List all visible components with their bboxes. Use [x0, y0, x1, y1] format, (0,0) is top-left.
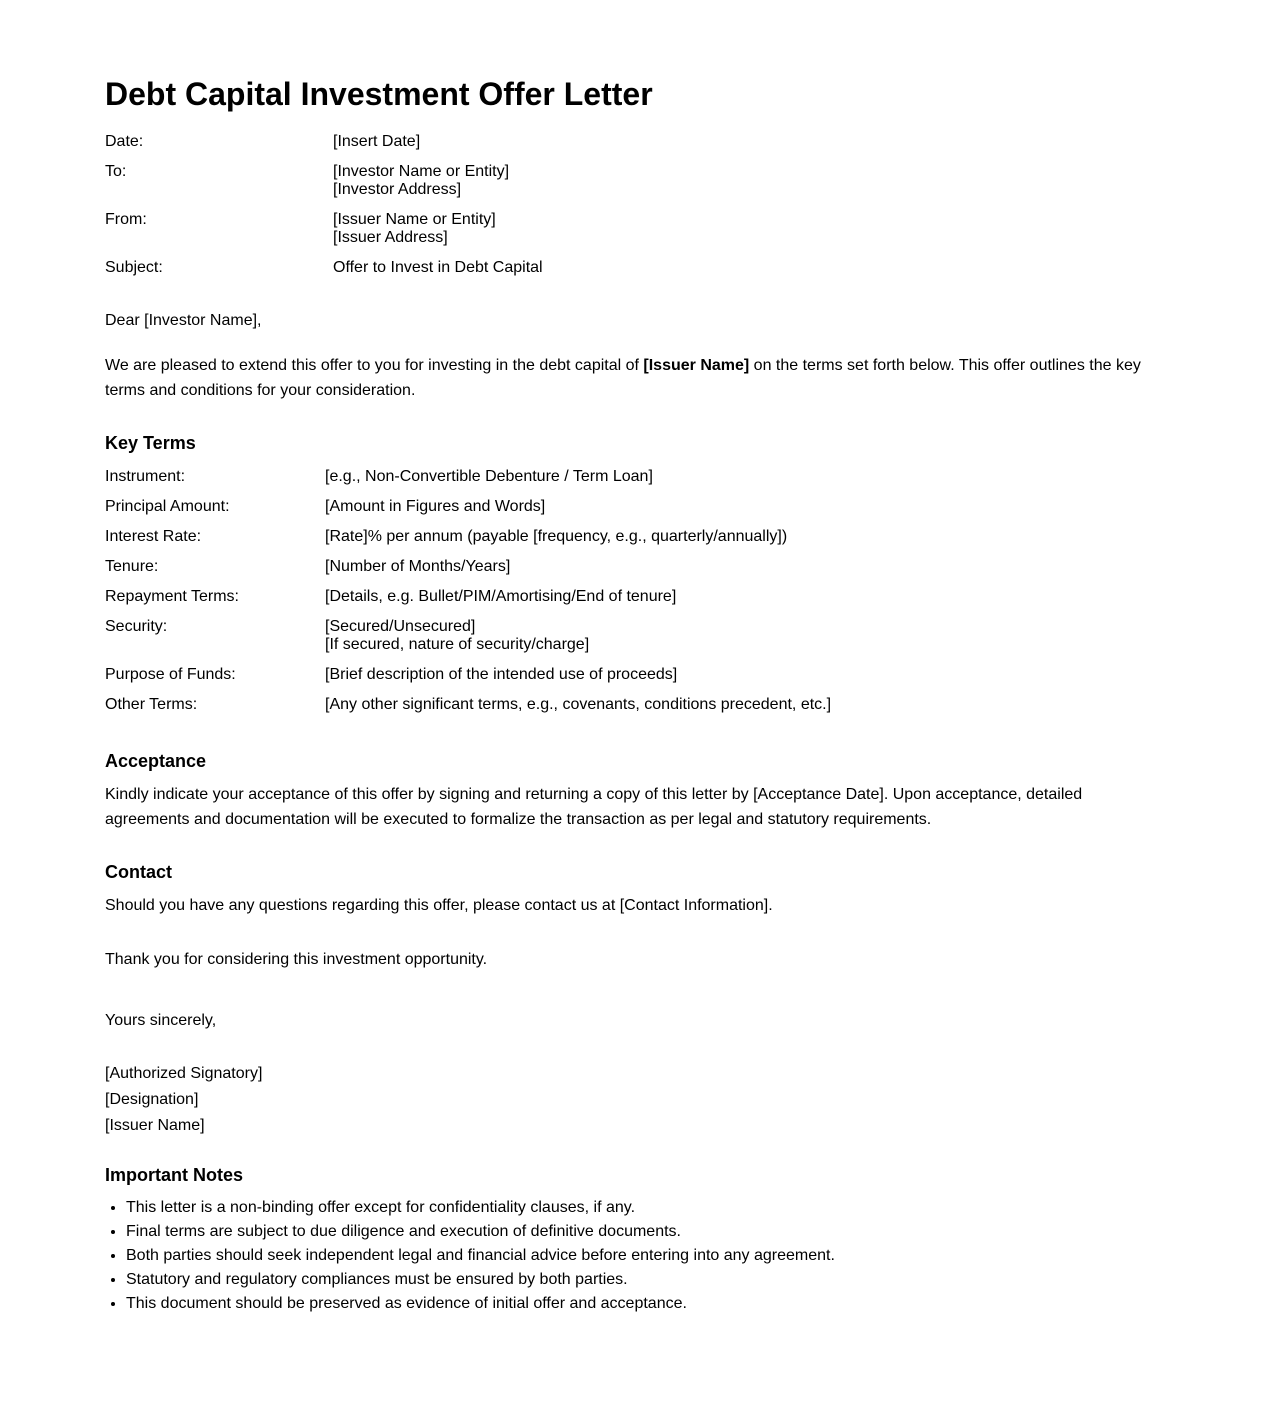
key-terms-heading: Key Terms — [105, 433, 196, 453]
signatory-name: [Authorized Signatory] — [105, 1065, 263, 1082]
security-type: [Secured/Unsecured] — [325, 618, 476, 635]
investor-address: [Investor Address] — [333, 181, 462, 198]
instrument-value-text: [e.g., Non-Convertible Debenture / Term Loan] — [325, 468, 653, 485]
other-terms-label: Other Terms: — [105, 696, 198, 713]
subject-value — [333, 259, 543, 277]
term-row-principal — [105, 498, 1105, 516]
important-notes-heading: Important Notes — [105, 1165, 244, 1185]
term-row-security — [105, 618, 1105, 654]
subject-label: Subject: — [105, 259, 163, 276]
intro-issuer-name: [Issuer Name] — [643, 357, 750, 374]
signatory-issuer: [Issuer Name] — [105, 1117, 205, 1134]
to-label: To: — [105, 163, 127, 180]
interest-value-text: [Rate]% per annum (payable [frequency, e.g., quarterly/annually]) — [325, 528, 788, 545]
offer-letter-document — [105, 0, 1155, 1312]
investor-name: [Investor Name or Entity] — [333, 163, 510, 180]
tenure-value-text: [Number of Months/Years] — [325, 558, 511, 575]
intro-paragraph — [105, 353, 1150, 403]
issuer-name: [Issuer Name or Entity] — [333, 211, 496, 228]
tenure-value — [325, 558, 510, 576]
list-item: • This letter is a non-binding offer except for confidentiality clauses, if any. — [126, 1196, 1126, 1220]
list-item: • This document should be preserved as evidence of initial offer and acceptance. — [126, 1292, 1126, 1316]
header-row-subject — [105, 259, 1005, 277]
security-nature: [If secured, nature of security/charge] — [325, 636, 590, 653]
issuer-address: [Issuer Address] — [333, 229, 448, 246]
header-row-to — [105, 163, 1005, 199]
principal-value-text: [Amount in Figures and Words] — [325, 498, 546, 515]
list-item: • Statutory and regulatory compliances must be ensured by both parties. — [126, 1268, 1126, 1292]
contact-paragraph: Should you have any questions regarding this offer, please contact us at [Contact Information]. — [105, 897, 773, 914]
list-item: • Final terms are subject to due diligence and execution of definitive documents. — [126, 1220, 1126, 1244]
subject-value-text: Offer to Invest in Debt Capital — [333, 259, 543, 276]
closing-line: Yours sincerely, — [105, 1012, 217, 1029]
salutation: Dear [Investor Name], — [105, 312, 262, 329]
letter-header-table — [105, 133, 1005, 289]
header-row-date — [105, 133, 1005, 151]
principal-label: Principal Amount: — [105, 498, 230, 515]
date-label: Date: — [105, 133, 144, 150]
purpose-label: Purpose of Funds: — [105, 666, 236, 683]
security-label: Security: — [105, 618, 168, 635]
instrument-label: Instrument: — [105, 468, 186, 485]
term-row-purpose — [105, 666, 1105, 684]
important-notes-list — [105, 1196, 1126, 1316]
term-row-repayment — [105, 588, 1105, 606]
acceptance-heading: Acceptance — [105, 751, 207, 771]
header-row-from — [105, 211, 1005, 247]
security-value — [325, 618, 589, 654]
term-row-interest — [105, 528, 1105, 546]
purpose-value — [325, 666, 677, 684]
term-row-instrument — [105, 468, 1105, 486]
purpose-value-text: [Brief description of the intended use of proceeds] — [325, 666, 678, 683]
contact-heading: Contact — [105, 862, 172, 882]
from-value — [333, 211, 496, 247]
repayment-label: Repayment Terms: — [105, 588, 239, 605]
term-row-tenure — [105, 558, 1105, 576]
signature-block — [105, 1061, 262, 1139]
repayment-value — [325, 588, 676, 606]
date-value-text: [Insert Date] — [333, 133, 421, 150]
acceptance-paragraph: Kindly indicate your acceptance of this offer by signing and returning a copy of this letter by [Acceptance Date]. Upon acceptance, detailed agreements and documentation will be executed to formalize the transaction as per legal and statutory requirements. — [105, 786, 1083, 828]
date-value — [333, 133, 420, 151]
other-terms-value-text: [Any other significant terms, e.g., covenants, conditions precedent, etc.] — [325, 696, 832, 713]
interest-label: Interest Rate: — [105, 528, 202, 545]
intro-text-before: We are pleased to extend this offer to you for investing in the debt capital of — [105, 357, 644, 374]
signatory-designation: [Designation] — [105, 1091, 199, 1108]
intro-text-after: on the terms set forth below. This offer outlines the key terms and conditions for your consideration. — [105, 357, 1141, 399]
interest-value — [325, 528, 787, 546]
other-terms-value — [325, 696, 831, 714]
term-row-other — [105, 696, 1105, 714]
repayment-value-text: [Details, e.g. Bullet/PIM/Amortising/End of tenure] — [325, 588, 677, 605]
from-label: From: — [105, 211, 147, 228]
tenure-label: Tenure: — [105, 558, 159, 575]
list-item: • Both parties should seek independent legal and financial advice before entering into any agreement. — [126, 1244, 1126, 1268]
document-title: Debt Capital Investment Offer Letter — [105, 76, 653, 112]
instrument-value — [325, 468, 653, 486]
to-value — [333, 163, 509, 199]
key-terms-table — [105, 468, 1105, 726]
thanks-paragraph: Thank you for considering this investment opportunity. — [105, 951, 488, 968]
principal-value — [325, 498, 545, 516]
